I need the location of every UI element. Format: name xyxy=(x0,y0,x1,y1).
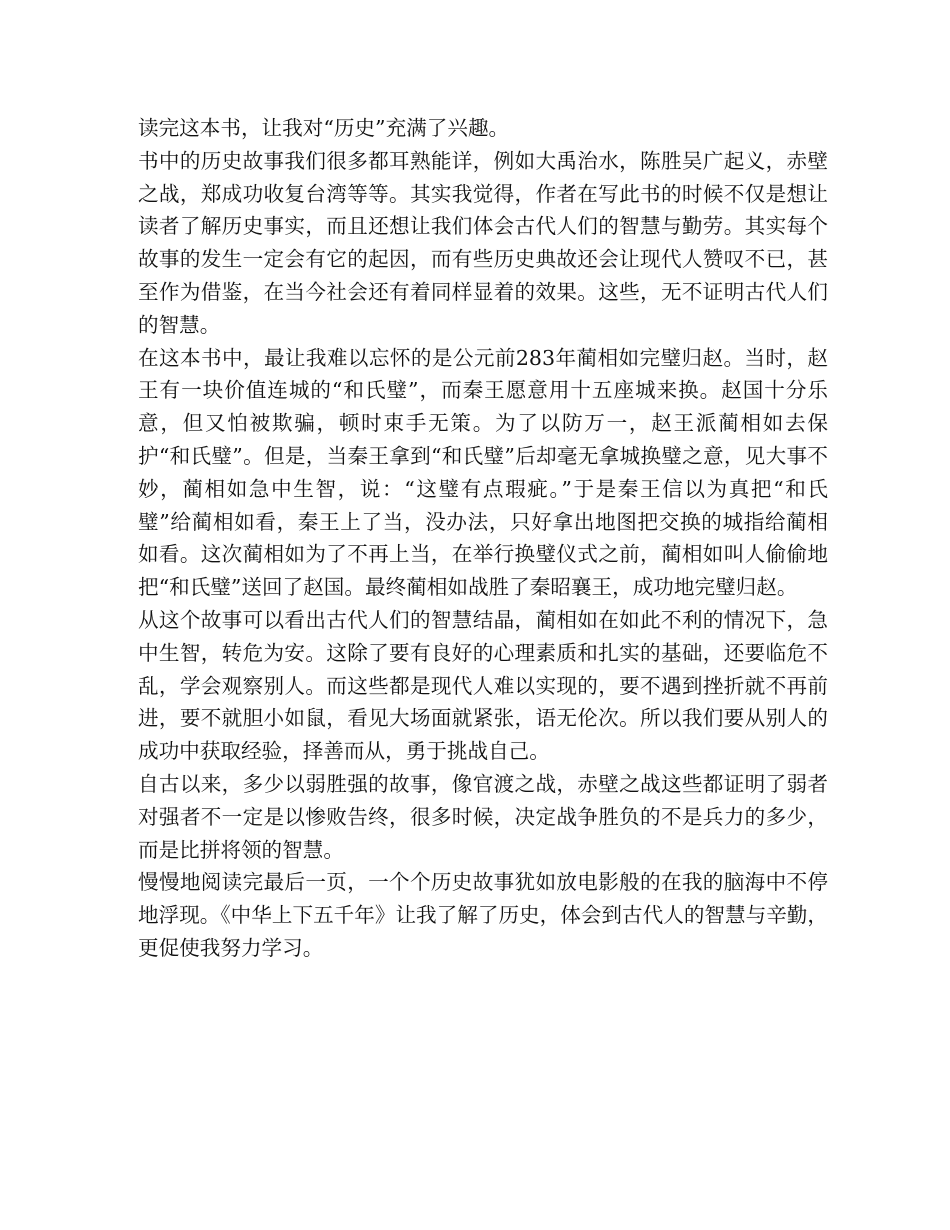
paragraph-weak-over-strong: 自古以来，多少以弱胜强的故事，像官渡之战，赤壁之战这些都证明了弱者对强者不一定是以惨败告终，很多时候，决定战争胜负的不是兵力的多少，而是比拼将领的智慧。 xyxy=(138,771,828,862)
paragraph-history-stories: 书中的历史故事我们很多都耳熟能详，例如大禹治水，陈胜吴广起义，赤壁之战，郑成功收复台湾等等。其实我觉得，作者在写此书的时候不仅是想让读者了解历史事实，而且还想让我们体会古代人们的智慧与勤劳。其实每个故事的发生一定会有它的起因，而有些历史典故还会让现代人赞叹不已，甚至作为借鉴，在当今社会还有着同样显着的效果。这些，无不证明古代人们的智慧。 xyxy=(138,148,828,337)
paragraph-conclusion: 慢慢地阅读完最后一页，一个个历史故事犹如放电影般的在我的脑海中不停地浮现。《中华上下五千年》让我了解了历史，体会到古代人的智慧与辛勤，更促使我努力学习。 xyxy=(138,870,828,960)
document-body xyxy=(138,112,828,965)
paragraph-wisdom-lesson: 从这个故事可以看出古代人们的智慧结晶，蔺相如在如此不利的情况下，急中生智，转危为安。这除了要有良好的心理素质和扎实的基础，还要临危不乱，学会观察别人。而这些都是现代人难以实现的，要不遇到挫折就不再前进，要不就胆小如鼠，看见大场面就紧张，语无伦次。所以我们要从别人的成功中获取经验，择善而从，勇于挑战自己。 xyxy=(138,607,828,764)
paragraph-intro: 读完这本书，让我对“历史”充满了兴趣。 xyxy=(138,116,510,140)
paragraph-lin-xiangru: 在这本书中，最让我难以忘怀的是公元前283年蔺相如完璧归赵。当时，赵王有一块价值连城的“和氏璧”，而秦王愿意用十五座城来换。赵国十分乐意，但又怕被欺骗，顿时束手无策。为了以防万一，赵王派蔺相如去保护“和氏璧”。但是，当秦王拿到“和氏璧”后却毫无拿城换璧之意，见大事不妙，蔺相如急中生智，说：“这璧有点瑕疵。”于是秦王信以为真把“和氏璧”给蔺相如看，秦王上了当，没办法，只好拿出地图把交换的城指给蔺相如看。这次蔺相如为了不再上当，在举行换璧仪式之前，蔺相如叫人偷偷地把“和氏璧”送回了赵国。最终蔺相如战胜了秦昭襄王，成功地完璧归赵。 xyxy=(138,345,828,600)
